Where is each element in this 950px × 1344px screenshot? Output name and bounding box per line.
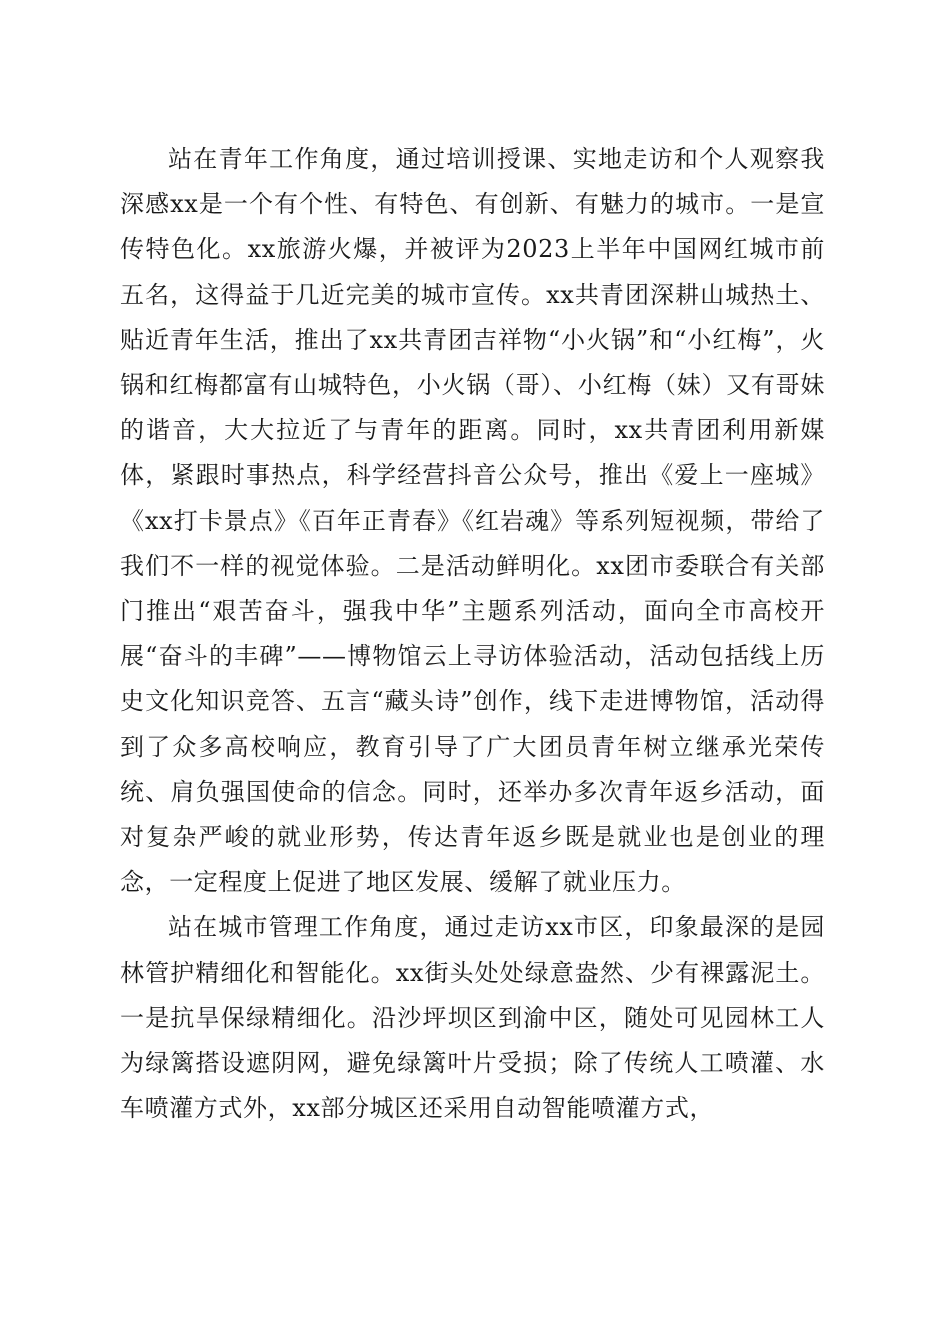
body-text: [120, 137, 825, 1131]
paragraph-youth-work: 站在青年工作角度，通过培训授课、实地走访和个人观察我深感xx是一个有个性、有特色、有创新、有魅力的城市。一是宣传特色化。xx旅游火爆，并被评为2023上半年中国网红城市前五名，这得益于几近完美的城市宣传。xx共青团深耕山城热土、贴近青年生活，推出了xx共青团吉祥物“小火锅”和“小红梅”，火锅和红梅都富有山城特色，小火锅（哥）、小红梅（妹）又有哥妹的谐音，大大拉近了与青年的距离。同时，xx共青团利用新媒体，紧跟时事热点，科学经营抖音公众号，推出《爱上一座城》《xx打卡景点》《百年正青春》《红岩魂》等系列短视频，带给了我们不一样的视觉体验。二是活动鲜明化。xx团市委联合有关部门推出“艰苦奋斗，强我中华”主题系列活动，面向全市高校开展“奋斗的丰碑”——博物馆云上寻访体验活动，活动包括线上历史文化知识竞答、五言“藏头诗”创作，线下走进博物馆，活动得到了众多高校响应，教育引导了广大团员青年树立继承光荣传统、肩负强国使命的信念。同时，还举办多次青年返乡活动，面对复杂严峻的就业形势，传达青年返乡既是就业也是创业的理念，一定程度上促进了地区发展、缓解了就业压力。: [120, 145, 825, 897]
paragraph-city-management: 站在城市管理工作角度，通过走访xx市区，印象最深的是园林管护精细化和智能化。xx街头处处绿意盎然、少有裸露泥土。一是抗旱保绿精细化。沿沙坪坝区到渝中区，随处可见园林工人为绿篱搭设遮阴网，避免绿篱叶片受损；除了传统人工喷灌、水车喷灌方式外，xx部分城区还采用自动智能喷灌方式，: [120, 913, 825, 1123]
